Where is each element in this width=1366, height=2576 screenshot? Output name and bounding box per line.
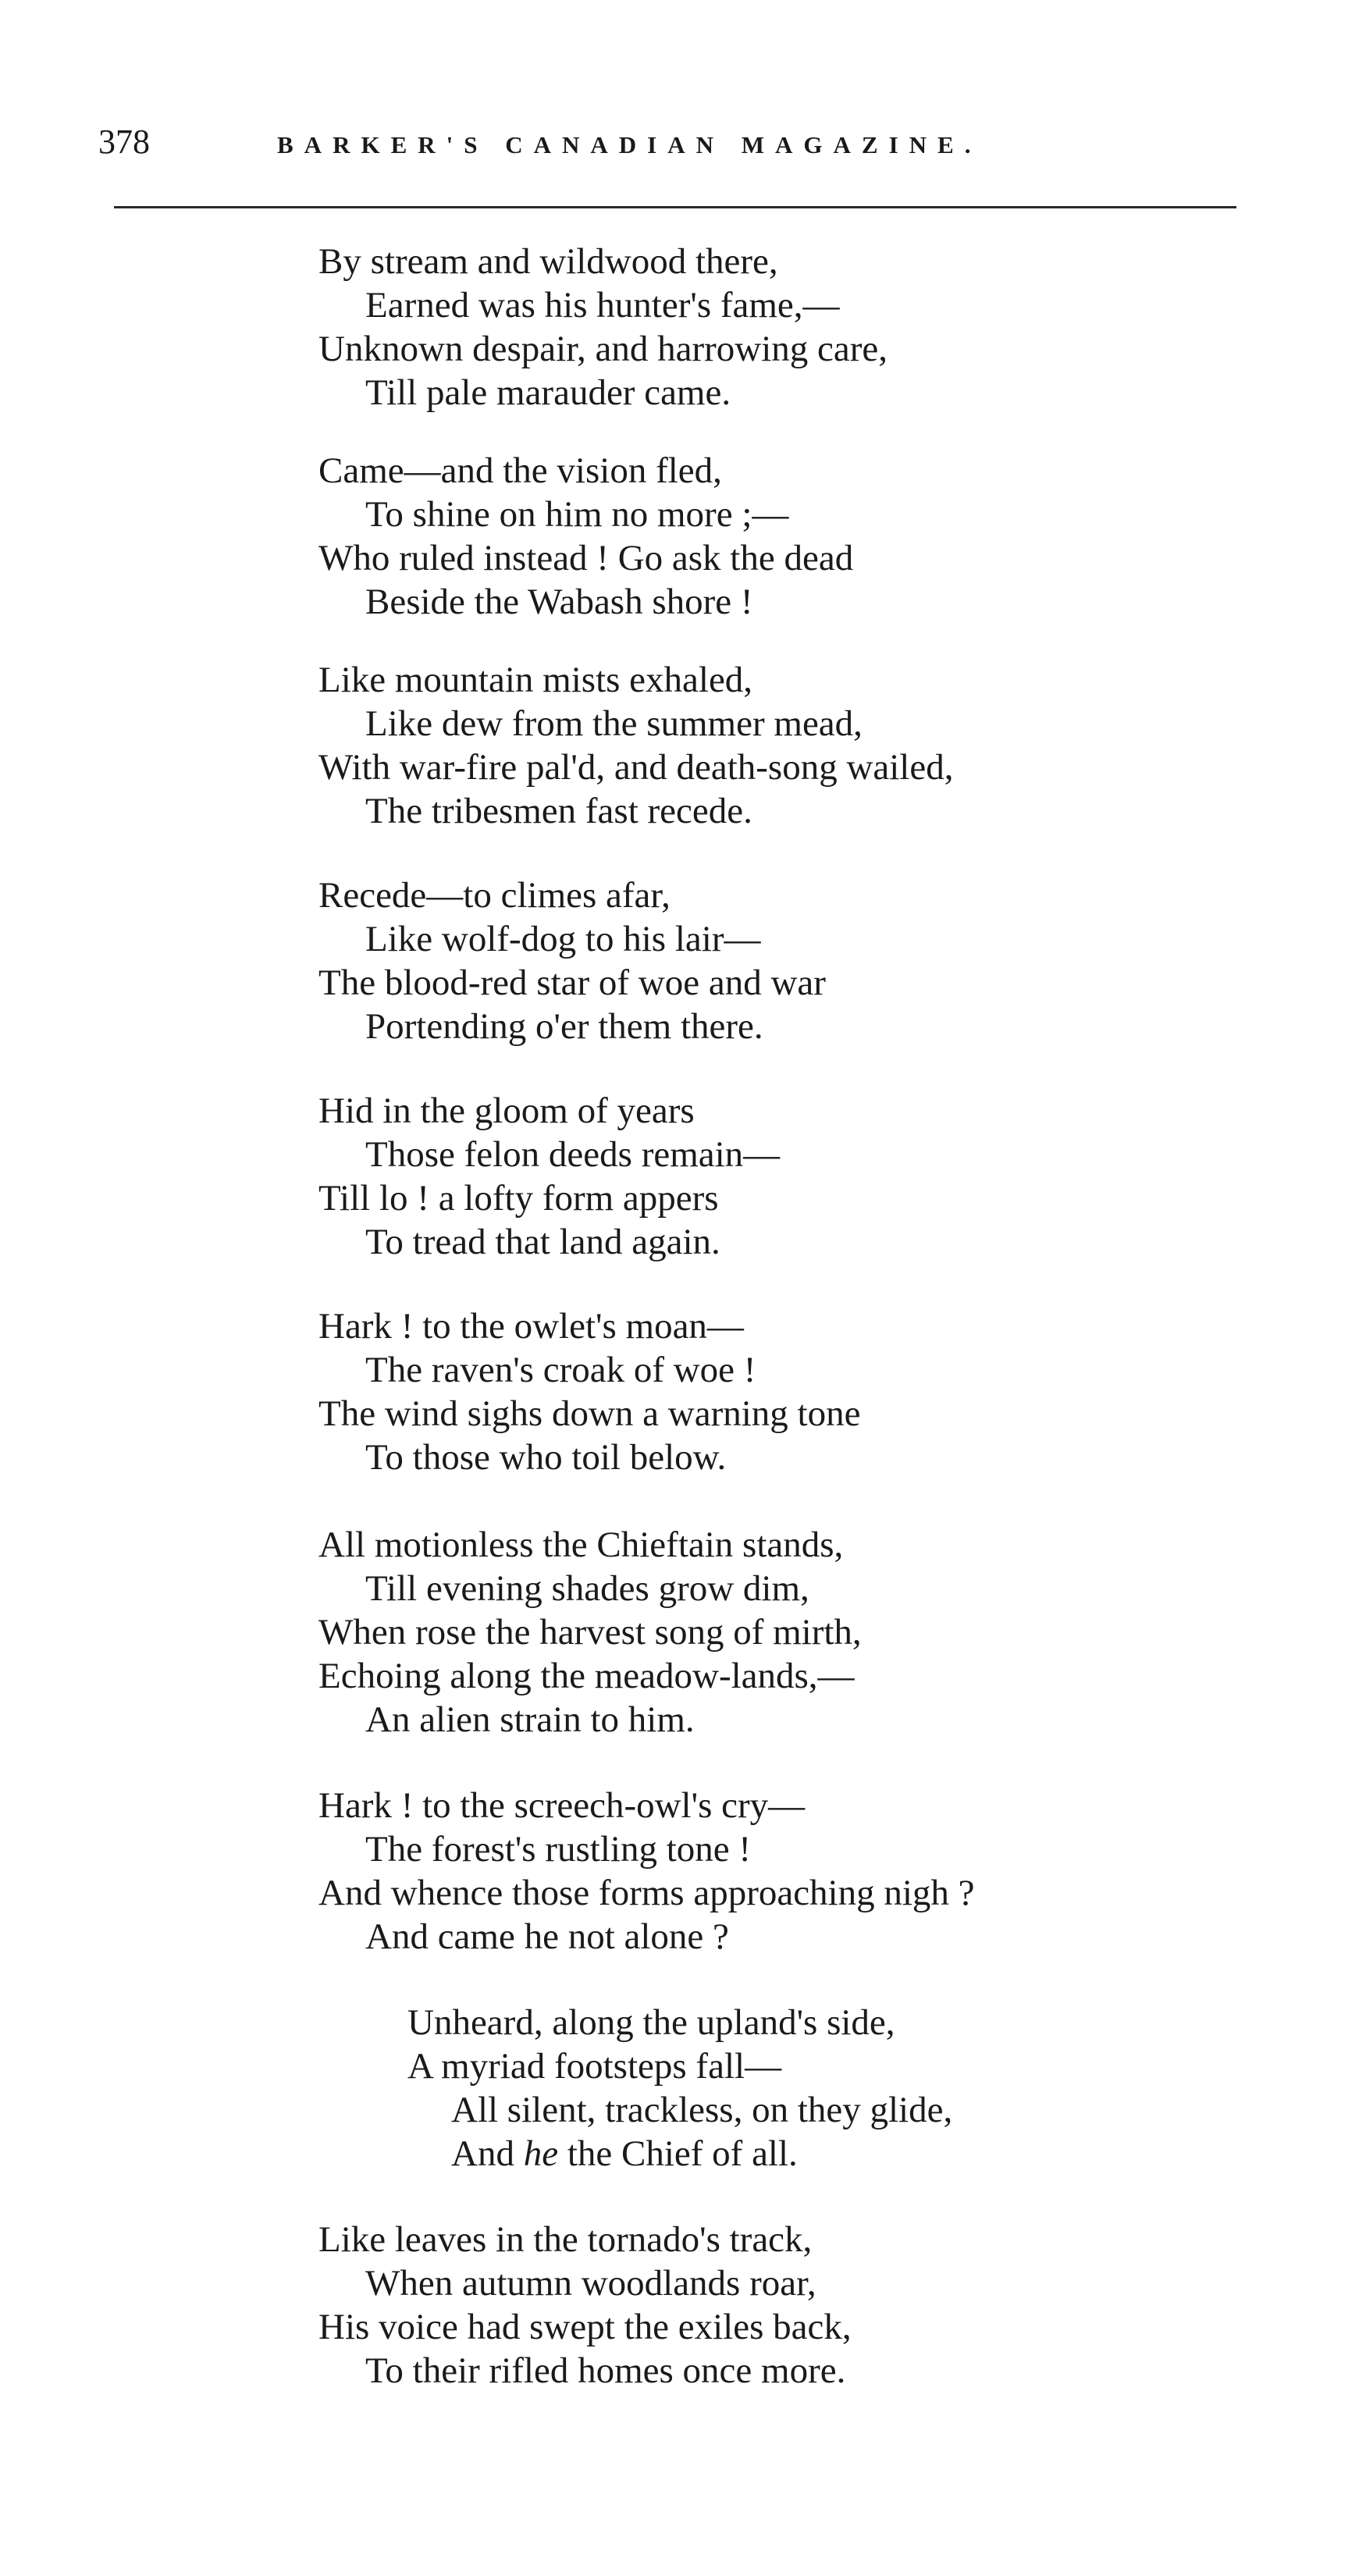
verse-line: Unheard, along the upland's side, bbox=[407, 2002, 895, 2043]
verse-line: Till evening shades grow dim, bbox=[365, 1568, 809, 1609]
verse-line: A myriad footsteps fall— bbox=[407, 2046, 782, 2087]
verse-line: The raven's croak of woe ! bbox=[365, 1350, 756, 1390]
running-head: BARKER'S CANADIAN MAGAZINE. bbox=[277, 131, 982, 158]
verse-line: Like wolf-dog to his lair— bbox=[365, 919, 761, 959]
verse-line: Till lo ! a lofty form appers bbox=[318, 1178, 719, 1219]
verse-line: Who ruled instead ! Go ask the dead bbox=[318, 538, 854, 578]
verse-line: Beside the Wabash shore ! bbox=[365, 582, 753, 622]
verse-line: All silent, trackless, on they glide, bbox=[451, 2090, 953, 2130]
verse-line: Earned was his hunter's fame,— bbox=[365, 285, 840, 326]
verse-line: And whence those forms approaching nigh ? bbox=[318, 1873, 975, 1913]
verse-line: Hark ! to the owlet's moan— bbox=[318, 1306, 744, 1347]
verse-line: Hid in the gloom of years bbox=[318, 1091, 695, 1131]
verse-line: Portending o'er them there. bbox=[365, 1006, 763, 1047]
verse-line: When autumn woodlands roar, bbox=[365, 2263, 816, 2304]
verse-line: Unknown despair, and harrowing care, bbox=[318, 329, 888, 369]
verse-line: The wind sighs down a warning tone bbox=[318, 1393, 861, 1434]
verse-line: Came—and the vision fled, bbox=[318, 450, 722, 491]
verse-line: Echoing along the meadow-lands,— bbox=[318, 1656, 855, 1696]
verse-line: By stream and wildwood there, bbox=[318, 241, 778, 282]
verse-line: The tribesmen fast recede. bbox=[365, 791, 752, 831]
verse-line: And came he not alone ? bbox=[365, 1916, 729, 1957]
verse-line: His voice had swept the exiles back, bbox=[318, 2307, 852, 2347]
verse-line: Like leaves in the tornado's track, bbox=[318, 2219, 813, 2260]
verse-line: To shine on him no more ;— bbox=[365, 494, 789, 535]
verse-line: Recede—to climes afar, bbox=[318, 875, 671, 916]
verse-line: With war-fire pal'd, and death-song wailed, bbox=[318, 747, 954, 788]
verse-line: Till pale marauder came. bbox=[365, 372, 731, 413]
header-rule bbox=[114, 206, 1236, 208]
verse-line: And he the Chief of all. bbox=[451, 2133, 798, 2174]
verse-line: To their rifled homes once more. bbox=[365, 2350, 846, 2391]
verse-line: The forest's rustling tone ! bbox=[365, 1829, 752, 1870]
verse-line: To tread that land again. bbox=[365, 1222, 720, 1262]
verse-line: Like mountain mists exhaled, bbox=[318, 660, 753, 700]
verse-line: All motionless the Chieftain stands, bbox=[318, 1525, 844, 1565]
verse-line: The blood-red star of woe and war bbox=[318, 962, 826, 1003]
verse-line: Like dew from the summer mead, bbox=[365, 703, 863, 744]
verse-line: When rose the harvest song of mirth, bbox=[318, 1612, 862, 1653]
verse-line: Those felon deeds remain— bbox=[365, 1134, 781, 1175]
verse-line: Hark ! to the screech-owl's cry— bbox=[318, 1785, 806, 1826]
verse-line: To those who toil below. bbox=[365, 1437, 727, 1478]
page-number: 378 bbox=[98, 123, 150, 161]
verse-line: An alien strain to him. bbox=[365, 1699, 695, 1740]
